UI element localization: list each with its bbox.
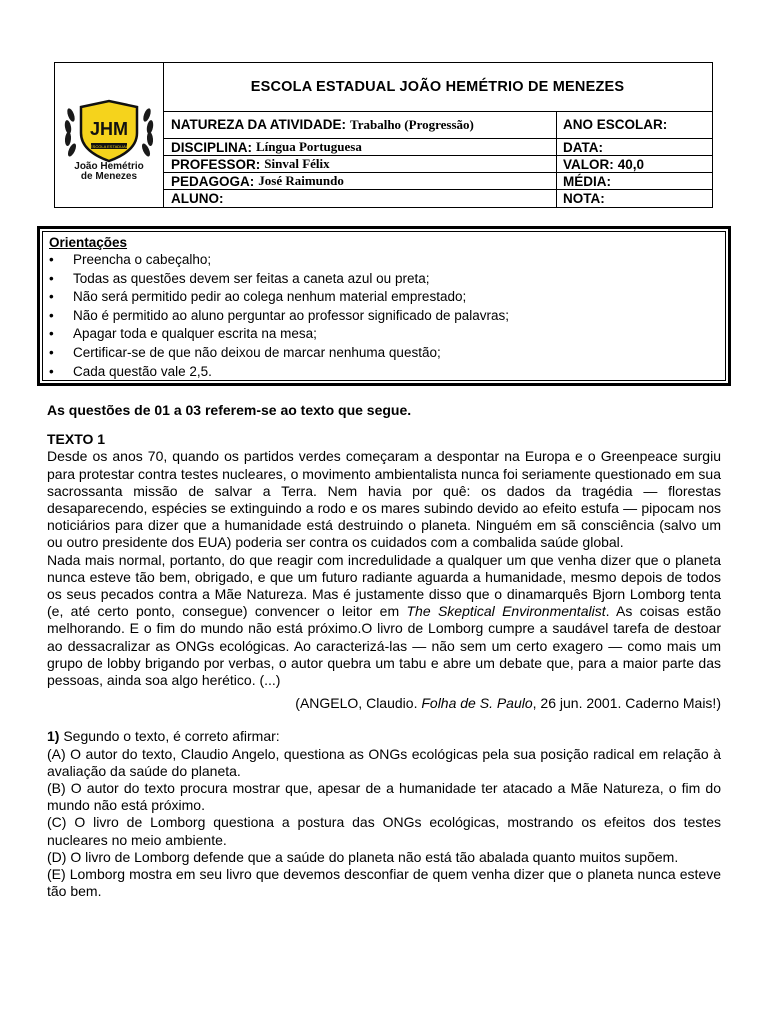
header-cell-professor <box>163 156 557 172</box>
label-pedagoga: PEDAGOGA: <box>171 173 255 189</box>
orientacao-text: Cada questão vale 2,5. <box>73 363 212 379</box>
value-valor: 40,0 <box>617 156 645 172</box>
school-logo-cell <box>55 63 164 207</box>
label-nota: NOTA: <box>563 191 605 206</box>
logo-banner-text: ESCOLA ESTADUAL <box>90 144 128 149</box>
orientacao-text: Não será permitido pedir ao colega nenhum material emprestado; <box>73 289 467 305</box>
list-item <box>49 270 719 289</box>
exam-header <box>54 62 713 208</box>
label-aluno: ALUNO: <box>171 191 224 206</box>
option-d[interactable]: (D) O livro de Lomborg defende que a saúde do planeta não está tão abalada quanto muitos supõem. <box>47 848 679 865</box>
header-row-natureza <box>163 111 712 139</box>
option-b[interactable]: (B) O autor do texto procura mostrar que, apesar de a humanidade ter atacado a Mãe Natureza, o fim do mundo não está próximo. <box>47 780 721 814</box>
header-cell-ano-escolar[interactable] <box>557 111 712 138</box>
question-number: 1) <box>47 728 60 745</box>
questions-intro: As questões de 01 a 03 referem-se ao texto que segue. <box>47 402 412 418</box>
logo-name-line1: João Hemétrio <box>74 161 144 172</box>
list-item <box>49 344 719 363</box>
orientacoes-title: Orientações <box>49 235 128 250</box>
texto-paragraph-1: Desde os anos 70, quando os partidos verdes começaram a despontar na Europa e o Greenpeace surgiu para protestar contra testes nucleares, o movimento ambientalista nunca foi seriamente questionado em sua sacrossanta missão de salvar a Terra. Nem havia por quê: os dados da tragédia — florestas desaparecendo, espécies se extinguindo a rodo e os mares subindo devido ao efeito estufa — pipocam nos noticiários para dizer que a humanidade está destruindo o planeta. Ninguém em sã consciência (salvo um ou outro presidente dos EUA) poderia ser contra os cuidados com a combalida saúde global. <box>47 448 721 551</box>
orientacao-text: Preencha o cabeçalho; <box>73 252 212 267</box>
header-cell-aluno[interactable] <box>163 190 557 207</box>
label-valor: VALOR: <box>563 156 614 172</box>
label-natureza: NATUREZA DA ATIVIDADE: <box>171 117 346 132</box>
list-item <box>49 325 719 344</box>
question-stem-text: Segundo o texto, é correto afirmar: <box>59 728 280 745</box>
header-cell-nota[interactable] <box>557 190 712 207</box>
question-stem <box>47 728 721 745</box>
orientacoes-inner <box>42 231 726 381</box>
orientacao-text: Todas as questões devem ser feitas a caneta azul ou preta; <box>73 270 430 286</box>
header-cell-natureza <box>163 111 557 138</box>
header-cell-data[interactable] <box>557 139 712 155</box>
label-data: DATA: <box>563 139 603 155</box>
book-title: The Skeptical Environmentalist <box>406 603 606 620</box>
logo-name-line2: de Menezes <box>80 171 138 182</box>
texto-citation <box>47 695 721 712</box>
bullet-icon: • <box>49 363 54 379</box>
value-pedagoga: José Raimundo <box>258 173 344 188</box>
texto-paragraph-2 <box>47 552 721 690</box>
label-disciplina: DISCIPLINA: <box>171 139 252 155</box>
orientacao-text: Não é permitido ao aluno perguntar ao professor significado de palavras; <box>73 307 510 323</box>
header-row-pedagoga <box>163 173 712 190</box>
paragraph-text: . As coisas estão melhorando. E o fim do mundo não está próximo.O livro de Lomborg cumpre a saudável tarefa de destoar ao dessacralizar as ONGs ecológicas. Ao caracterizá-las — não sem um certo exagero — como mais um grupo de lobby brigando por verbas, o autor quebra um tabu e abre um debate que, para a maior parte das pessoas, ainda soa algo herético. (...) <box>47 603 722 689</box>
question-1 <box>47 728 721 900</box>
bullet-icon: • <box>49 307 54 323</box>
orientacao-text: Certificar-se de que não deixou de marcar nenhuma questão; <box>73 344 441 360</box>
header-cell-valor <box>557 156 712 172</box>
bullet-icon: • <box>49 252 54 267</box>
bullet-icon: • <box>49 326 54 342</box>
school-name: ESCOLA ESTADUAL JOÃO HEMÉTRIO DE MENEZES <box>163 63 712 112</box>
exam-content <box>47 402 721 900</box>
option-c[interactable]: (C) O livro de Lomborg questiona a postura das ONGs ecológicas, mostrando os efeitos dos testes nucleares no meio ambiente. <box>47 814 721 848</box>
bullet-icon: • <box>49 270 54 286</box>
list-item <box>49 363 719 382</box>
school-logo <box>55 63 163 207</box>
header-row-professor <box>163 156 712 173</box>
orientacoes-box <box>37 226 731 386</box>
header-cell-disciplina <box>163 139 557 155</box>
value-natureza: Trabalho (Progressão) <box>350 116 474 132</box>
header-row-disciplina <box>163 139 712 156</box>
citation-text: (ANGELO, Claudio. <box>295 695 422 712</box>
paragraph-text: Nada mais normal, portanto, do que reagir com incredulidade a qualquer um que venha dizer que o planeta nunca esteve tão bem, obrigado, e que um futuro radiante aguarda a humanidade, mesmo depois de todos os seus pecados contra a Mãe Natureza. Mas é justamente disso que o dinamarquês Bjorn Lomborg tenta (e, até certo ponto, consegue) convencer o leitor em <box>47 551 721 620</box>
option-a[interactable]: (A) O autor do texto, Claudio Angelo, questiona as ONGs ecológicas pela sua posição radical em relação à avaliação da saúde do planeta. <box>47 745 721 779</box>
orientacoes-list <box>49 251 719 381</box>
header-cell-pedagoga <box>163 173 557 189</box>
citation-text: , 26 jun. 2001. Caderno Mais!) <box>532 695 721 712</box>
logo-initials: JHM <box>89 119 129 139</box>
option-e[interactable]: (E) Lomborg mostra em seu livro que devemos desconfiar de quem venha dizer que o planeta nunca esteve tão bem. <box>47 866 721 900</box>
value-professor: Sinval Félix <box>264 156 330 171</box>
orientacao-text: Apagar toda e qualquer escrita na mesa; <box>73 326 317 342</box>
texto-title: TEXTO 1 <box>47 431 106 448</box>
list-item <box>49 251 719 270</box>
label-ano-escolar: ANO ESCOLAR: <box>563 117 668 132</box>
bullet-icon: • <box>49 344 54 360</box>
label-professor: PROFESSOR: <box>171 156 261 172</box>
header-row-aluno <box>163 190 712 207</box>
value-disciplina: Língua Portuguesa <box>256 139 362 154</box>
header-cell-media[interactable] <box>557 173 712 189</box>
citation-source: Folha de S. Paulo <box>421 695 533 712</box>
list-item <box>49 288 719 307</box>
bullet-icon: • <box>49 289 54 305</box>
label-media: MÉDIA: <box>563 173 611 189</box>
list-item <box>49 307 719 326</box>
